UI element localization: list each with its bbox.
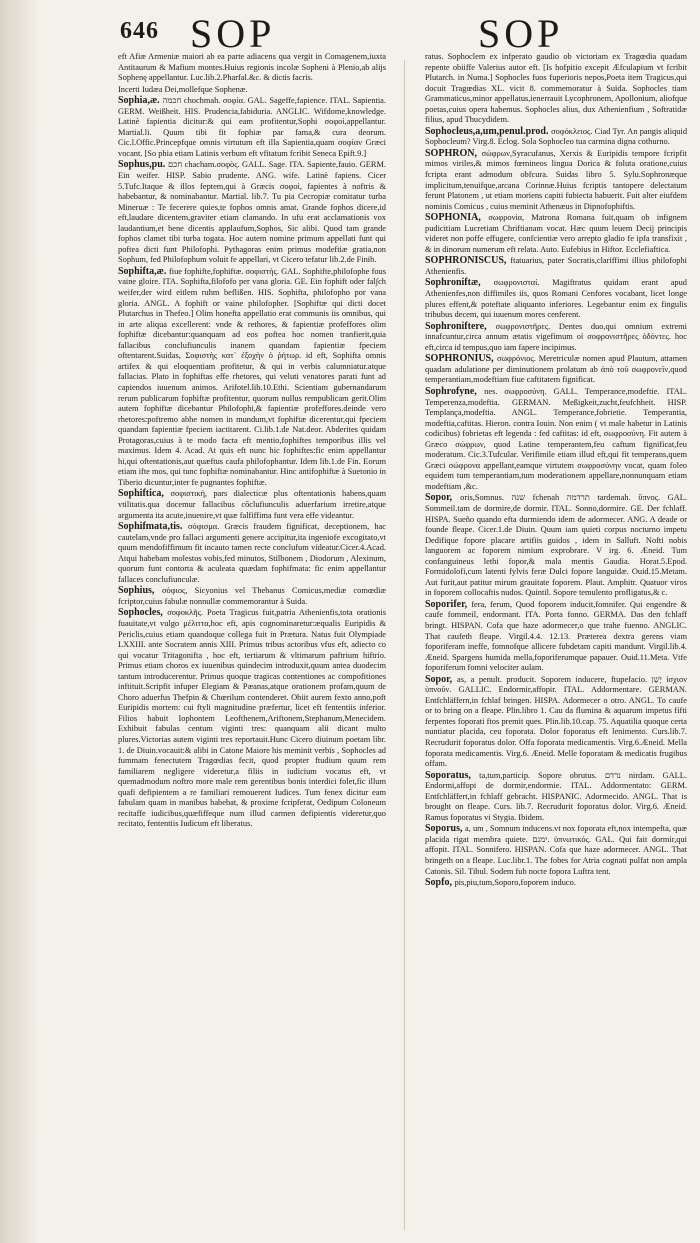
entry-headword: Soporatus, <box>425 769 480 781</box>
entry-definition: as, a penult. producit. Soporem inducere, ftupefacio. יָשַׁן ἰσχιον ὑπνοῦν. GALLIC. Endormir,affopir. ITAL. Addormentare. GERMAN. Entfchläffern,in fchlaf bringen. HISPA. Adormecer o otro. ANGL. To caufe or to bring on a fleape. Plin.libro 1. Cau da flumina & aquarum impetus fifti ferpentes foporati ftos premit ques. Plin.lib.10.cap. 75. Aquatilia quoque certa nuntiatur placida, ceu foporata. Dolor foporatus eft lenimento. Curs.lib.7. Recrudurit foporatus dolor. Offa foporata medicamentis. Virg.6.Æneid. Mella foporata medicamentis. Virg.6. Æneid. Melle foporatam & medicatis frugibus offam. <box>425 674 687 769</box>
entry-headword: SOPHRONIUS, <box>425 353 497 365</box>
entry-headword: Sophius, <box>118 585 163 597</box>
entry-definition: σώφρων,Syracufanus, Xerxis & Euripidis tempore fcripfit mimos viriles,& mimos fœmineos lingua Dorica & foluta oratione,cuius fcripta erant admodum obfcura. Suidas libro 5. Sylu.Sophronæque implicitum,tenuifque,arcana Corinnæ.Huius fcriptis tantopere delectatum ferunt Platonem , ut etiam moriens capiti fubiecta habuerit. Fuit alter eiufdem nominis Comicus , cuius meminit Athenæus in Dipnofophiftis. <box>425 148 687 211</box>
right-column <box>425 52 687 1232</box>
entry-definition: σόφισμα. Græcis fraudem fignificat, deceptionem, hac cautelam,vnde pro fallaci argumenti genere accipitur,ita ingeniofe excogitato,vt quum mendofiffimum fit incauto tamen recte conclufum videatur.Cicer.4.Acad. Atqui habebam molestos vobis,fed minutos, Stilbonem , Diodorum , Alexinum, quorum funt contorta & aculeata quædam fophifmata: fic enim appellantur fallaces conclufiunculæ. <box>118 522 386 584</box>
entry-headword: Sophroniftæ, <box>425 277 494 289</box>
entry-definition: σοφιστική, pars dialecticæ plus oftentationis habens,quam vtilitatis.qua docemur fallacibus cōclufiunculis aduerfarium irretire,atque argumenta ita acute,inuenire,vt quæ falfiffima funt vera effe videantur. <box>118 489 386 520</box>
dictionary-entry <box>425 322 687 354</box>
entry-definition: σωφρονισταί. Magiftratus quidam erant apud Athenienfes,non diffimiles iis, quos Romani Cenfores vocabant, licet longe plures effent,& poteftate aliquanto inferiores. Legebantur enim ex fingulis tribubus decem, qui iuuenum mores cenferent. <box>425 278 687 320</box>
entry-definition: a, um , Somnum inducens.vt nox foporata eft,nox intempefta, quæ placida rigat membra quiete. ימנם. ὑπνωτικός. GAL. Qui fait dormir,qui affopit. ITAL. Sonnifero. HISPAN. Cofa que haze adormecer. ANGL. That bringeth on a fleape. Luc.libr.1. The fobes for Atria cognati pulfat non ampla Catonis. Sil. Tibul. Sodem fub nocte fopora Luftra tent. <box>425 824 687 876</box>
page-header <box>0 0 700 56</box>
dictionary-entry <box>425 52 687 126</box>
dictionary-entry <box>425 771 687 824</box>
entry-headword: SOPHRONISCUS, <box>425 255 511 267</box>
dictionary-entry <box>425 675 687 770</box>
dictionary-entry <box>425 493 687 598</box>
entry-definition: σοφοκλῆς. Poeta Tragicus fuit,patria Athenienfis,tota orationis fuauitate,vt vulgo μέλιττα,hoc eft, apis cognominaretur:æqualis Euripidis & Periclis,cuius etiam quandoque collega fuit in Prætura. Natus fuit Olympiade LXXIII. ante Socratem annis XIII. Primus tribus actoribus vfus eft, adiecto co qui vocatur Tritagonifta , hoc eft, tertiarum & vltimarum paftrium hiftrio. Primus etiam choros ex iuuenibus quindecim introduxit,quum antea duodecim tantum introducerentur. Primus quoque tragicas contentiones ac compofitiones inftituit.Scripfit infuper Elegiam & Pæanas,atque orationem profam,quum de Choro aduerfus Thefpin & Chœrilum contenderet. Obiit aurem fexto anno,poft Euripidis mortem: cui ftyli magnitudine præfertur, licet eft fententiis inferior. Filios habuit Iophontem Leofthenem,Ariftonem,Stephanum,Menecidem. Exhibuit fabulas centum viginti tres: quanquam alii dicant multo plures.Victorias autem viginti tres reportauit.Hunc Cicero diuinum poetam libr. 1. de Diuin.vocauit:& alibi in Catone Maiore his meminit verbis , Sophocles ad fummam fenectutem Tragœdias fecit, quod propter ftudium quum rem familiarem negligere videretur,a filiis in iudicium vocatus eft, vt quemadmodum noftro more male rem gerentibus bonis interdici folet,fic illum quafi defipientem a re familiari remouerent Iudices. Tum fenex dicitur eam fabulam quam in manibus habebat, & proxime fcripferat, Oedipum Coloneum recitaffe iudicibus,quæfiffeque num illud carmen defipientis videretur,quo recitato, fententiis Iudicum eft liberatus. <box>118 608 386 829</box>
dictionary-entry <box>425 127 687 148</box>
dictionary-entry <box>425 878 687 889</box>
dictionary-entry <box>425 387 687 492</box>
entry-definition: eft Afiæ Armeniæ maiori ab ea parte adiacens qua vergit in Comagenem,iuxta Antitaurum & Mafium montes.Huius regionis incolæ Sopheni à Plenio,ab alijs Sophenę appellantur. Luc.lib.2.Pharfal.&c. & dictis facris. <box>118 52 386 83</box>
entry-headword: Sopfo, <box>425 877 455 889</box>
left-column <box>118 52 386 1232</box>
dictionary-entry <box>425 354 687 386</box>
entry-definition: ta,tum,particip. Sopore obrutus. נרדם nirdam. GALL. Endormi,affopi de dormir,endormie. ITAL. Addormentato: GERM. Entfchläffert,in fchlaff gebracht. HISPANIC. Adormecido. ANGL. That is brought on fleape. Curs. lib.7. Recrudurit foporatus dolor. Virg.6. Æneid. Ramus foporatus vi Stygia. Ibidem. <box>425 770 687 822</box>
dictionary-entry <box>425 149 687 212</box>
running-head-left: SOP <box>190 11 276 56</box>
entry-headword: Sophus,pu. <box>118 159 169 171</box>
running-head-right: SOP <box>478 11 564 56</box>
entry-headword: Sophifmata,tis. <box>118 521 189 533</box>
entry-headword: Sophia,æ. <box>118 95 163 107</box>
dictionary-entry <box>118 52 386 84</box>
dictionary-entry <box>118 267 386 488</box>
entry-headword: Sopor, <box>425 492 461 504</box>
entry-definition: nes. σωφροσύνη. GALL. Temperance,modeftie. ITAL. Temperenza,modeftia. GERMAN. Meßigkeit,zucht,feufchheit. HISP. Templança,modeftia. ANGL. Temperance,fobrietie. Temperantia, modeftia,caftitas. Hieron. contra Iouin. Non enim ( vt male habetur in Latinis codicibus) fobrietas eft legenda : fed caftitas: id eft, σωφροσύνη. Fit autem à Græco σώφρων, quod Latine temperantem,feu caftum fignificat,feu moderatum. Cic.3.Tufcular. Verifimile etiam illud eft,qui fit temperans,quem Græci σώφρονα appellant,eamque virtutem σωφροσύνην vocat, quam foleo equidem tum temperantiam,tum moderationem appellare,nonnunquam etiam modeftiam ,&c. <box>425 386 687 491</box>
entry-definition: σόφιος, Sicyonius vel Thebanus Comicus,mediæ comœdiæ fcriptor,cuius fabulæ nonnullæ commemorantur à Suida. <box>118 586 386 606</box>
dictionary-entry <box>118 608 386 829</box>
entry-headword: Soporus, <box>425 823 466 835</box>
dictionary-entry <box>118 522 386 585</box>
entry-definition: fiue fophifte,fophiftæ. σοφιστὴς. GAL. Sophifte,philofophe fous vaine gloire. ITA. Sophifta,filofofo per vana gloria. GE. Ein fophift oder fal∫ch weifer,der wird eitlem ruhm beflißen. HIS. Sophifta, philofopho por vana gloria. ANGL. A fophift or vaine philofopher. [Sophiftæ qui dicti docet Plutarchus in Thefeo.] Olim honefta appellatio erat communis iis omnibus, qui in arte aliqua excellerent: vnde & rethores, & fapientiæ profeffores olim fophiftæ dicebantur:quanquam ad eos poftea hoc nomen tranfierit,quia fallacibus conclufiunculis inanem quandam fapientiæ fpeciem oftentarent.Suidas, Σοφιστὴς κατ᾿ ἐξοχὴν ὁ ῥήτωρ. id eft, Sophifta omnis artifex & qui eloquentiam profitetur, & qui in verbis calumniatur.atque fallacias. Plato in fophiftas effe rhetores, qui veluti venatores parati funt ad capiendos iuuenum animos. Arifotel.lib.10.Ethi. Scientiam gubernandarum rerum publicarum fophiftæ profitentur, quorum nullus rempublicam gerit.Olim autem fophiftæ dicebantur Philofophi,& fapientiæ profeffores.deinde vero rhetores:poftremo abhe nomen in mundum,vt fophiftæ dicerentur,qui fpeciem quandam fapientiæ fpeciem iactitarent. Ci.lib.1.de Nat.deor. Abderites quidam Protagoras,cuius à te modo facta eft mentio,fophiftes temporibus illis vel maximus. Idem 4. Acad. At quis eft nunc hic fophiftes:fic enim appellantur hi,qui oftentationis,aut quæftus caufa philofophantur. Idem lib.1.de Fin. Eorum etiam ifte mos, qui tunc fophiftæ nominabantur. Hinc antifophiftæ à Suetonio in Tiberio dicuntur,inter fe pugnantes fophiftæ. <box>118 266 386 487</box>
binding-shadow <box>0 0 40 1243</box>
entry-headword: Sophrofyne, <box>425 385 485 397</box>
dictionary-entry <box>425 213 687 255</box>
entry-headword: Sopor, <box>425 673 458 685</box>
entry-headword: Sophifta,æ. <box>118 265 169 277</box>
entry-definition: חכמה chochmah. σοφία. GAL. Sageffe,fapience. ITAL. Sapientia. GERM. Weißheit. HIS. Prudencia,fabiduria. ANGLIC. Wifdome,knowledge. Latinè fapientia dicitur:& qui eam profitentur,Sophi σοφοὶ,appellantur. Martial.li. Quum tibi fit fophiæ par fama,& cura deorum. Cic.l.Offic.Princepfque omnis virtutum eft illa Sapientia,quam σοφίαν Græci vocant. [So phia etiam Latinis verbum eft vfitatum fcribit Seneca Epift.9.] <box>118 96 386 158</box>
dictionary-entry <box>425 256 687 277</box>
column-divider <box>404 60 405 1230</box>
dictionary-entry <box>118 85 386 96</box>
dictionary-entry <box>118 96 386 159</box>
entry-definition: Incerti Iudæa Dei,mollefque Sophenæ. <box>118 84 248 94</box>
dictionary-entry <box>425 824 687 877</box>
entry-definition: σοφόκλειος. Ciad Tyr. An pangis aliquid Sophocleum? Virg.8. Eclog. Sola Sophocleo tua carmina digna cothurno. <box>425 126 687 147</box>
entry-definition: pis,piu,tum,Soporo,foporem induco. <box>454 878 576 888</box>
dictionary-entry <box>425 600 687 674</box>
entry-headword: Sophocles, <box>118 607 168 619</box>
entry-definition: σωφρονιστῆρες. Dentes duo,qui omnium extremi innafcuntur,circa annum ætatis vigefimum οἱ σοφρονιστῆρες ὀδόντες. hoc eft,circa id tempus,quo iam fapere incipimus. <box>425 321 687 352</box>
entry-headword: Sophroniftere, <box>425 320 496 332</box>
dictionary-entry <box>118 489 386 521</box>
entry-definition: fera, ferum, Quod foporem inducit,fomnifer. Qui engendre & caufe fommeil, endormant. ITA. Porta fonno. GERMA. Das den fchlaff bringt. HISPAN. Cofa que haze adormecer,o que trahe fuenno. ANGLIC. That caufeth fleape. Virgil.4.4. 12.13. Præterea dextra gerens viam foporiferam ineffe, fomnofque allicere fubdetam capiti mandunt. Virgil.lib.4. Æneid. Spargens humida mella,foporiferumque papauer. Ouid.11.Meta. Vtfe foporiferum fomni velociter aulam. <box>425 599 687 673</box>
page-number: 646 <box>120 18 159 44</box>
entry-headword: Sophocleus,a,um,penul.prod. <box>425 125 552 137</box>
entry-definition: ftatuarius, pater Socratis,clariffimi illius philofophi Athenienfis. <box>425 256 687 276</box>
entry-definition: σωφρονία, Matrona Romana fuit,quam ob infignem pudicitiam Lucretiam Chriftianam vocat. Hæc quum leuem Decij principis videret non poffe effugere, confcientiæ vero arrepto gladio fe ipfa transfixit , & in dinorum numerum eft relata. Auto. Eufebius in Hiftor. Ecclefiaftica. <box>425 213 687 254</box>
entry-headword: Soporifer, <box>425 598 472 610</box>
entry-headword: SOPHONIA, <box>425 212 489 224</box>
entry-headword: Sophiftica, <box>118 488 171 500</box>
dictionary-entry <box>118 160 386 265</box>
dictionary-entry <box>118 586 386 607</box>
entry-definition: σωφρόνιος. Meretriculæ nomen apud Plautum, attamen quadam adulatione per diminutionem prolatum ab ἀπὸ τοῦ σωφρονεῖν,quod temperantiam,modeftiam fiue caftitatem fignificat. <box>425 354 687 385</box>
dictionary-entry <box>425 278 687 320</box>
entry-definition: oris,Somnus. שנה fchenah תרדמה tardemah. ὕπνος. GAL. Sommeil.tam de dormire,de dormir. ITAL. Sonno,dormire. GE. Der fchlaff. HISPA. Sueño quando efta durmiendo idem de adormecer. ANG. A deade or founde fleape. Cicer.1.de Diuin. Quum iam quieti corpus nocturno impetu Dedifique fopore placare artifiis guidos , idem in Salluft. Nofti nobis languorem ac foporem nimium exprobrare. V irg. 6. Æneid. Tum confanguineus lethi fopor,& mala mentis Gaudia. Horat.5.Epod. Formidolofi,cum latenti fylvis feræ Dulci fopore languidæ. Ouid.15.Metam. Aut furit,aut patitur mirum grauitate foporem. Plaut. Amphitr. Quatuor viros in foporem collocaftis nudos. Quintil. Sopore temulento profligatus,& c. <box>425 493 687 598</box>
entry-definition: ratus. Sophoclem ex infperato gaudio ob victoriam ex Tragœdia quadam repente obiiffe Valerius autor eft. [Is hofpitio excepit Æfculapium vt fcribit Plutarch. in Numa.] Sophocles fuos fuperioris nepos,Poeta item Tragicus,qui docuit Tragœdias XL. vicit 8. commemoratur à Suida. Sophocles tiam Grammaticus,minor appellatus,ienerrauit Lycophronem, Apollonium, aliofque poetas,cuius opera habemus. Sophocles alius, dux Athenienfium , Softratidæ filius, apud Thucydidem. <box>425 52 687 125</box>
entry-headword: SOPHRON, <box>425 147 482 159</box>
entry-definition: חכם chacham.σοφὸς. GALL. Sage. ITA. Sapiente,fauio. GERM. Ein weifer. HISP. Sabio prudente. ANG. wife. Latinè fapiens. Cicer 5.Tufc.Itaque & illos feptem,qui à Græcis σοφοὶ, fapientes à noftris & habebantur, & nominabantur. Martial. lib.7. Tu pia Cecropiæ comitatur turba Mineruæ : Te fecerere quies,te fophos omnis amat. Grande fophos dicere,id eft,laudare dicentem,graviter etiam clamando. In ufu erat acclamationis vox laudantium,et bene dicentis applaufum,Sophos, Sic alibi. Quod tam grande fophos clamet tibi turba togata. Hoc autem nomine primum appellati funt qui poftea dicti funt Philofophi. Pythagoras enim primus modeftiæ gratia,non Sophum, fed Philofophum voluit fe appellari, vt Cicero tefatur lib.2.de Finib. <box>118 160 386 265</box>
